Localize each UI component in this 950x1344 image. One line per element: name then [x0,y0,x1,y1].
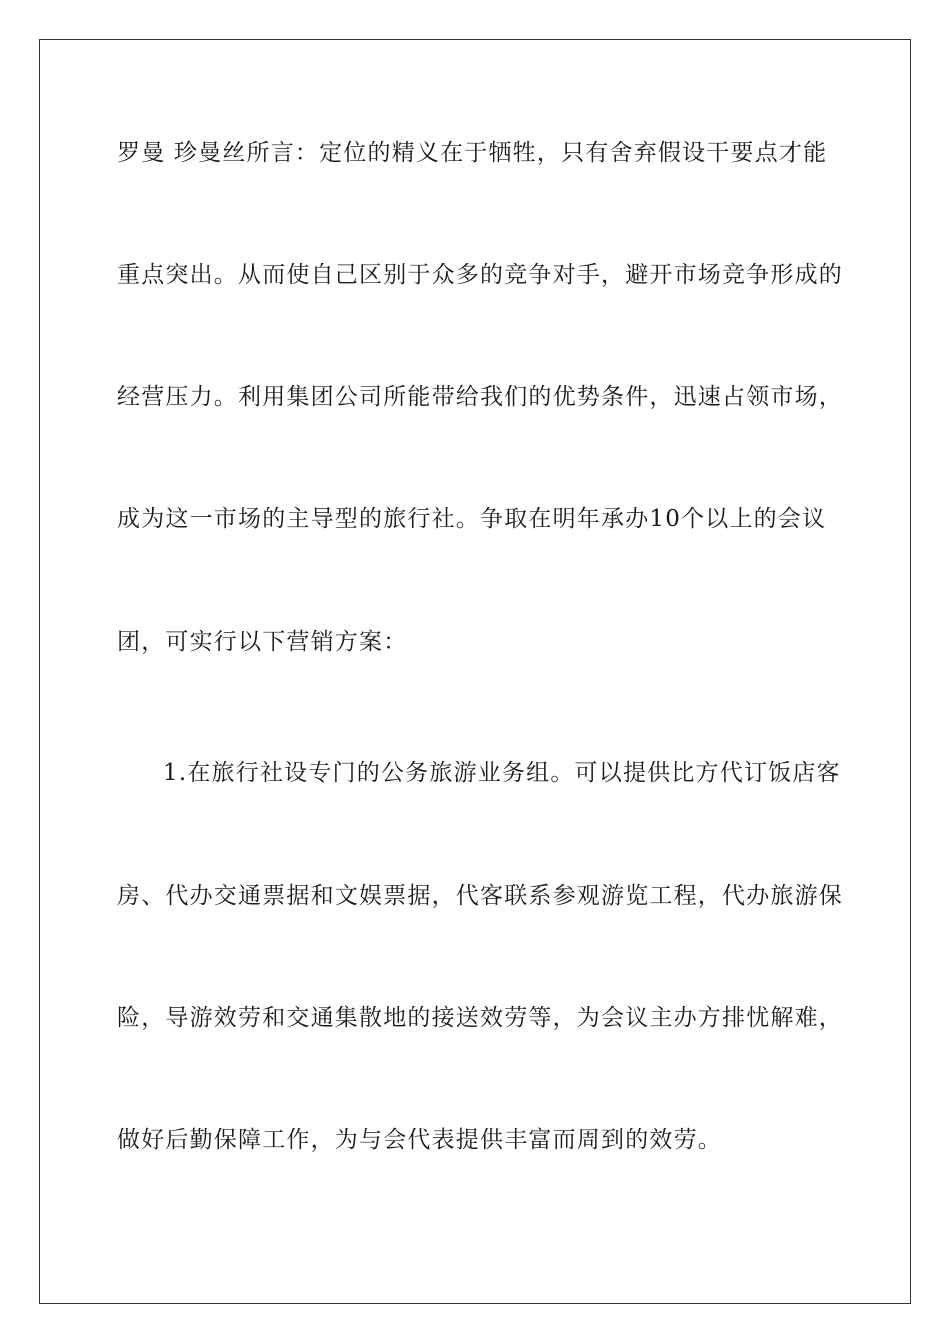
paragraph-line: 罗曼 珍曼丝所言：定位的精义在于牺牲，只有舍弃假设干要点才能 [117,140,828,166]
paragraph-line: 成为这一市场的主导型的旅行社。争取在明年承办10个以上的会议 [117,506,827,532]
paragraph-line: 险，导游效劳和交通集散地的接送效劳等，为会议主办方排忧解难， [117,1005,843,1031]
paragraph-line: 做好后勤保障工作，为与会代表提供丰富而周到的效劳。 [117,1127,722,1153]
paragraph-line: 团，可实行以下营销方案： [117,629,408,655]
list-item-line: 1.在旅行社设专门的公务旅游业务组。可以提供比方代订饭店客 [163,760,841,786]
paragraph-line: 房、代办交通票据和文娱票据，代客联系参观游览工程，代办旅游保 [117,883,843,909]
page-border [39,39,911,1304]
paragraph-line: 经营压力。利用集团公司所能带给我们的优势条件，迅速占领市场， [117,384,843,410]
paragraph-line: 重点突出。从而使自己区别于众多的竞争对手，避开市场竞争形成的 [117,262,843,288]
